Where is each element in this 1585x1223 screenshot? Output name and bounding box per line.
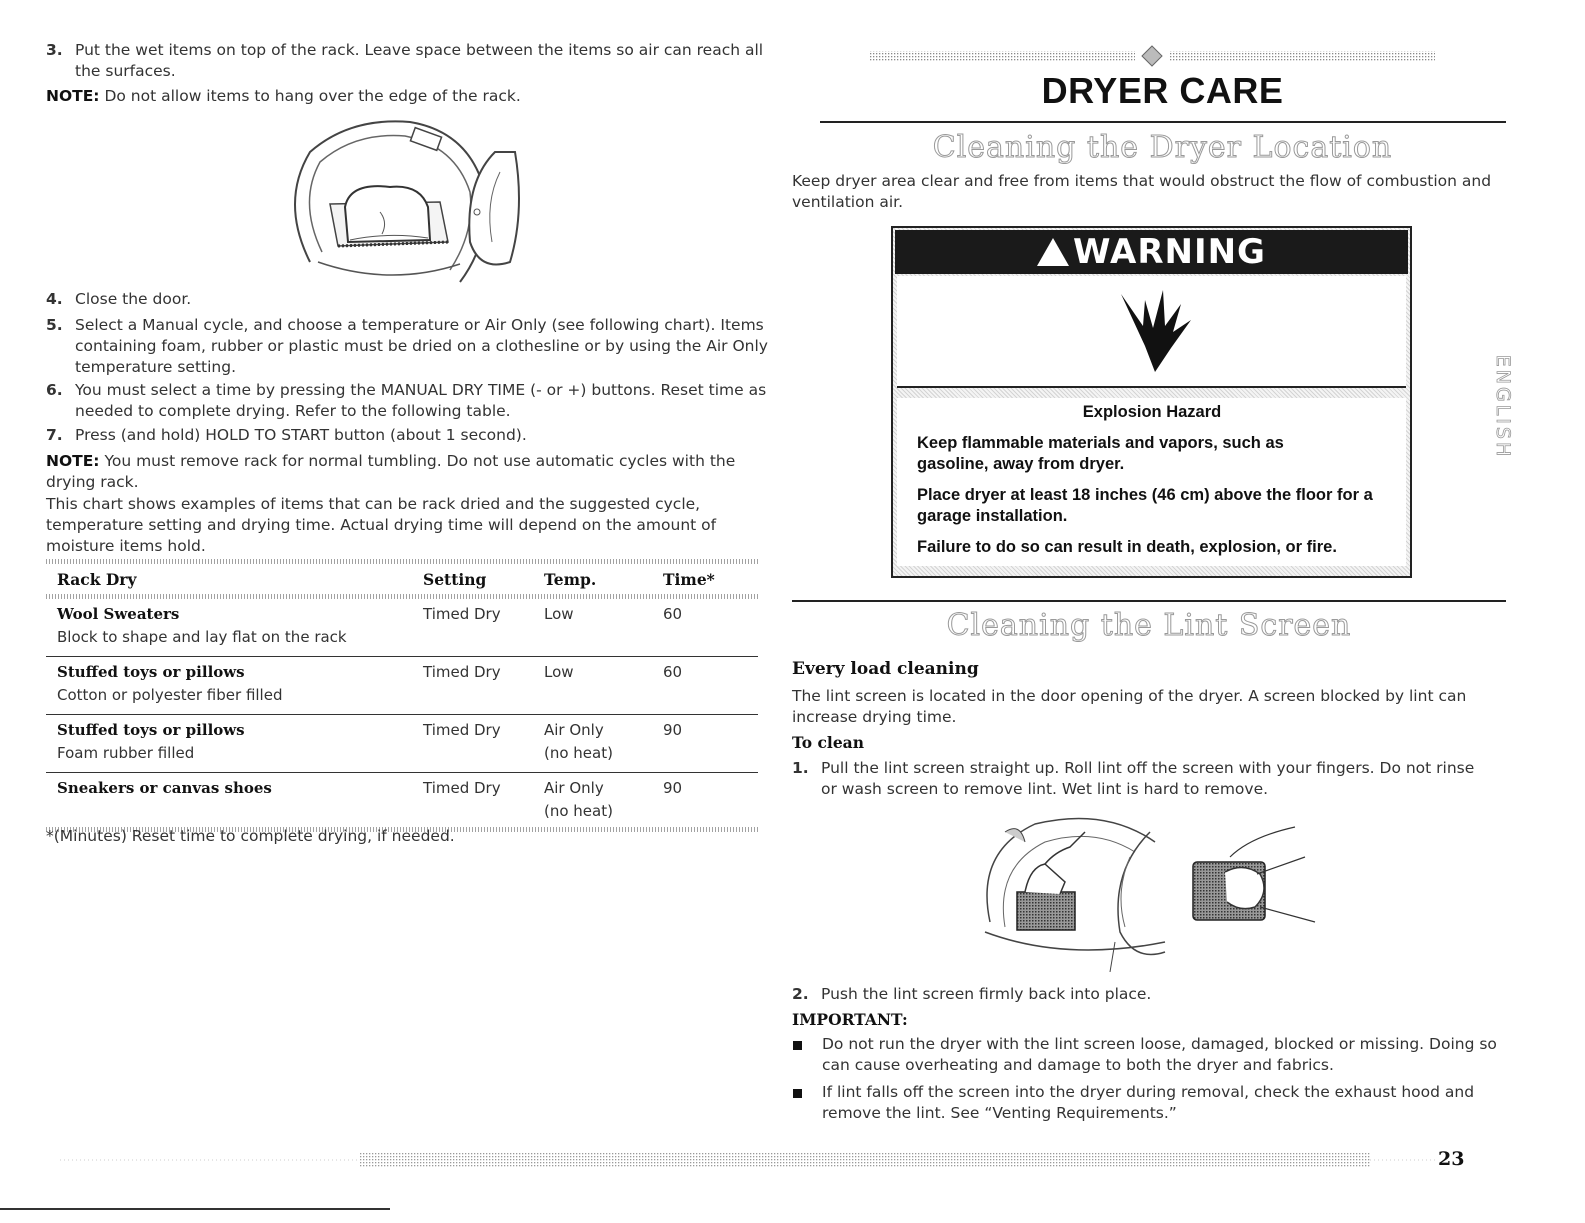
note-label: NOTE:: [46, 87, 100, 105]
step-number: 6.: [46, 381, 63, 399]
important-heading: IMPORTANT:: [792, 1010, 908, 1029]
row-item-name: Sneakers or canvas shoes: [57, 779, 272, 797]
table-row: [46, 657, 758, 715]
row-setting: Timed Dry: [423, 663, 501, 681]
bullet-square-icon: [793, 1041, 802, 1050]
step-3: [46, 40, 766, 82]
warning-line-3: Failure to do so can result in death, explosion, or fire.: [917, 538, 1337, 556]
table-footnote: *(Minutes) Reset time to complete drying, if needed.: [46, 827, 455, 845]
row-temp: Air Only: [544, 721, 604, 739]
lint-step-1: [792, 758, 1492, 800]
footer-ornament: [60, 1150, 1435, 1170]
header-rack-dry: Rack Dry: [57, 570, 137, 589]
header-setting: Setting: [423, 570, 487, 589]
row-time: 90: [663, 779, 683, 797]
explosion-icon: [1115, 286, 1195, 374]
chapter-title: DRYER CARE: [1041, 70, 1284, 111]
step-number: 2.: [792, 985, 809, 1003]
step-4: [46, 289, 766, 310]
warning-line-2: Place dryer at least 18 inches (46 cm) above the floor for a garage installation.: [917, 486, 1373, 525]
important-bullet-1: Do not run the dryer with the lint screen loose, damaged, blocked or missing. Doing so can cause overheating and damage to both the dryer and fabrics.: [822, 1035, 1497, 1074]
lint-intro: The lint screen is located in the door opening of the dryer. A screen blocked by lint can increase drying time.: [792, 687, 1467, 726]
lint-screen-illustration: [975, 812, 1325, 972]
warning-triangle-icon: [1037, 238, 1069, 266]
step-7: [46, 425, 766, 446]
drying-rack-illustration: [270, 112, 530, 292]
step-number: 5.: [46, 316, 63, 334]
row-temp-note: (no heat): [544, 744, 613, 762]
step-text: Press (and hold) HOLD TO START button (about 1 second).: [75, 426, 527, 444]
note-rack-edge: [46, 86, 766, 107]
side-tab-label: ENGLISH: [1492, 354, 1514, 460]
row-time: 90: [663, 721, 683, 739]
section-title-dryer-location: Cleaning the Dryer Location: [932, 130, 1393, 165]
row-item-detail: Foam rubber filled: [57, 744, 195, 762]
hazard-title: Explosion Hazard: [1082, 403, 1222, 421]
warning-label: WARNING: [1073, 232, 1266, 272]
note-text: You must remove rack for normal tumbling. Do not use automatic cycles with the drying rack.: [46, 452, 736, 491]
note-remove-rack: [46, 451, 746, 493]
section-rule: [792, 600, 1506, 602]
row-temp: Low: [544, 663, 574, 681]
rack-dry-table: [46, 559, 758, 832]
step-text: Push the lint screen firmly back into place.: [821, 985, 1152, 1003]
row-item-name: Wool Sweaters: [57, 605, 180, 623]
step-6: [46, 380, 770, 422]
step-text: Pull the lint screen straight up. Roll lint off the screen with your fingers. Do not rinse or wash screen to remove lint. Wet lint is hard to remove.: [821, 759, 1475, 798]
note-label: NOTE:: [46, 452, 100, 470]
bullet-square-icon: [793, 1089, 802, 1098]
step-number: 7.: [46, 426, 63, 444]
row-item-name: Stuffed toys or pillows: [57, 663, 245, 681]
warning-box: [891, 226, 1412, 578]
note-text: Do not allow items to hang over the edge of the rack.: [99, 87, 521, 105]
table-row: [46, 599, 758, 657]
header-ornament: [870, 44, 1435, 68]
step-number: 3.: [46, 41, 63, 59]
warning-line-1: Keep flammable materials and vapors, such as gasoline, away from dryer.: [917, 434, 1284, 473]
row-setting: Timed Dry: [423, 605, 501, 623]
row-setting: Timed Dry: [423, 721, 501, 739]
section-title-lint-screen: Cleaning the Lint Screen: [946, 608, 1352, 643]
header-temp: Temp.: [544, 570, 597, 589]
important-bullet-2: If lint falls off the screen into the dryer during removal, check the exhaust hood and remove the lint. See “Venting Requirements.”: [822, 1083, 1475, 1122]
row-item-detail: Cotton or polyester fiber filled: [57, 686, 283, 704]
step-number: 4.: [46, 290, 63, 308]
table-header: [46, 564, 758, 594]
row-time: 60: [663, 605, 683, 623]
table-row: [46, 773, 758, 827]
header-time: Time*: [663, 570, 715, 589]
step-number: 1.: [792, 759, 809, 777]
step-text: You must select a time by pressing the MANUAL DRY TIME (- or +) buttons. Reset time as needed to complete drying. Refer to the following table.: [75, 381, 767, 420]
warning-header: [895, 230, 1408, 274]
side-language-tab: [1490, 342, 1512, 472]
lint-step-2: [792, 984, 1492, 1005]
row-temp: Low: [544, 605, 574, 623]
step-5: [46, 315, 770, 378]
row-item-name: Stuffed toys or pillows: [57, 721, 245, 739]
row-time: 60: [663, 663, 683, 681]
scan-edge-line: [0, 1208, 390, 1210]
dryer-location-text: Keep dryer area clear and free from items that would obstruct the flow of combustion and ventilation air.: [792, 172, 1492, 211]
page-number: 23: [1438, 1148, 1465, 1170]
row-temp-note: (no heat): [544, 802, 613, 820]
warning-text-area: [897, 398, 1406, 566]
to-clean-heading: To clean: [792, 733, 864, 752]
warning-symbol-area: [897, 276, 1406, 388]
chart-intro: This chart shows examples of items that can be rack dried and the suggested cycle, temperature setting and drying time. Actual drying time will depend on the amount of moisture items hold.: [46, 495, 717, 555]
row-temp: Air Only: [544, 779, 604, 797]
step-text: Put the wet items on top of the rack. Leave space between the items so air can reach all the surfaces.: [75, 41, 764, 80]
every-load-heading: Every load cleaning: [792, 659, 979, 679]
row-item-detail: Block to shape and lay flat on the rack: [57, 628, 347, 646]
step-text: Select a Manual cycle, and choose a temperature or Air Only (see following chart). Items containing foam, rubber or plastic must be dried on a clothesline or by using the Air Only temperature setting.: [75, 316, 768, 376]
step-text: Close the door.: [75, 290, 192, 308]
table-row: [46, 715, 758, 773]
row-setting: Timed Dry: [423, 779, 501, 797]
chapter-rule: [820, 121, 1506, 123]
